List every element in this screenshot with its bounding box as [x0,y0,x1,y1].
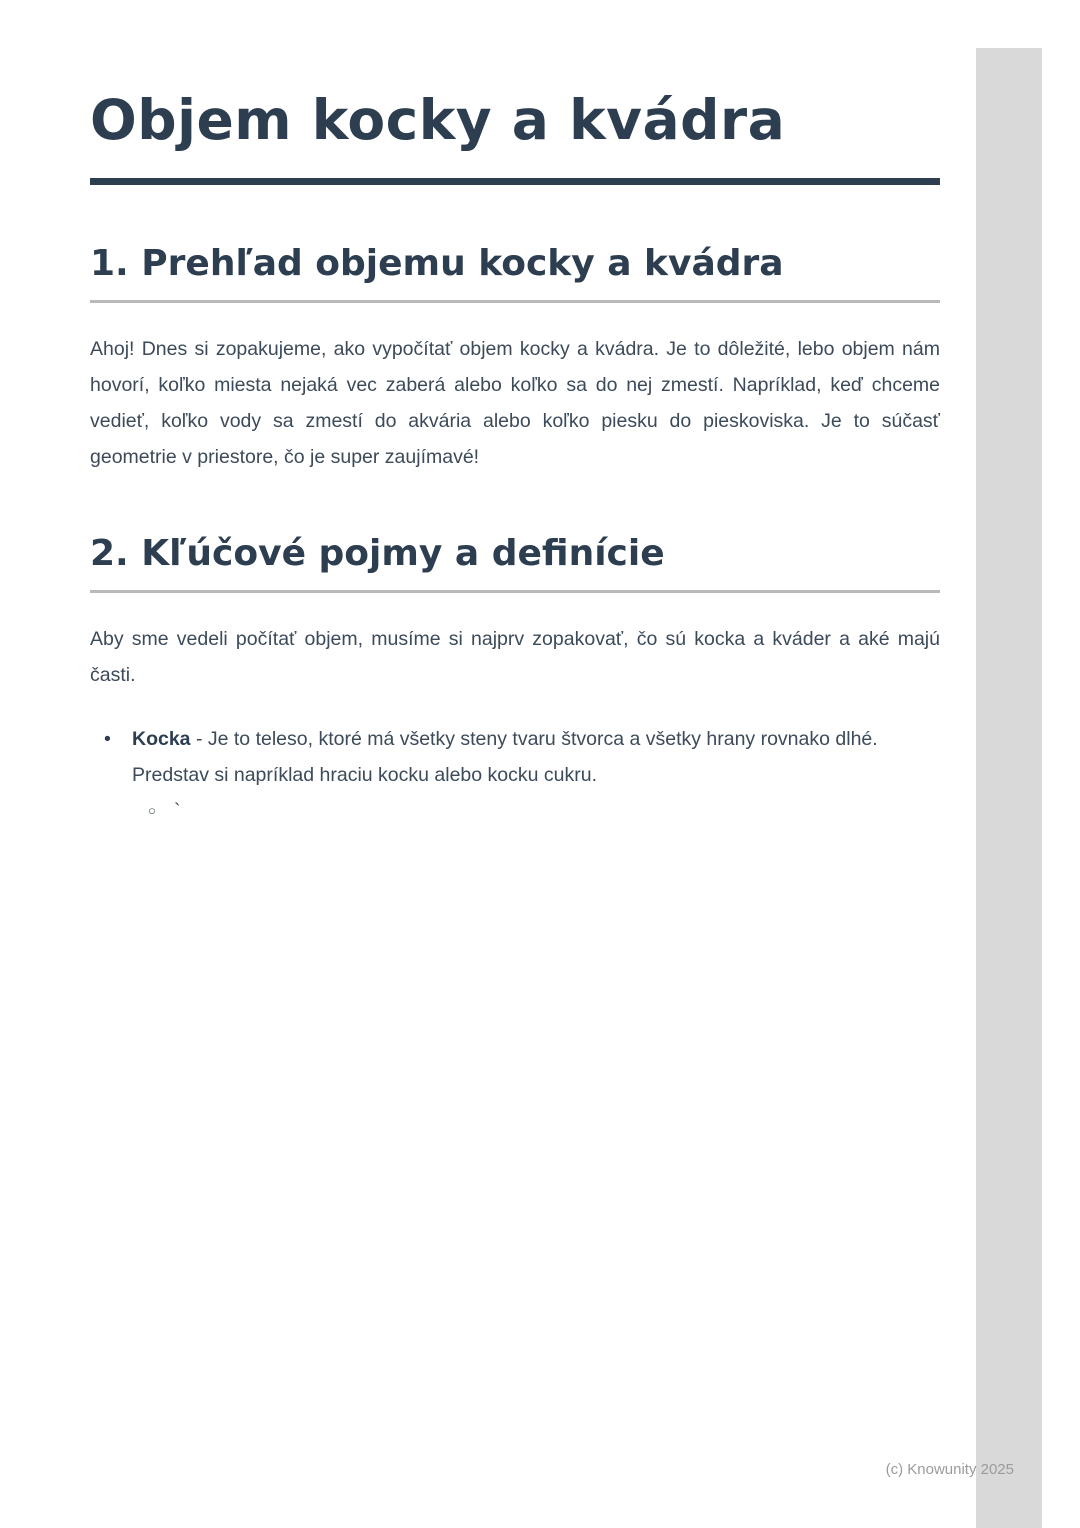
sub-list-item [90,795,940,827]
copyright-footer: (c) Knowunity 2025 [885,1461,1014,1478]
document-page [90,88,940,827]
section-1-paragraph: Ahoj! Dnes si zopakujeme, ako vypočítať objem kocky a kvádra. Je to dôležité, lebo objem nám hovorí, koľko miesta nejaká vec zaberá alebo koľko sa do nej zmestí. Napríklad, keď chceme vedieť, koľko vody sa zmestí do akvária alebo koľko piesku do pieskoviska. Je to súčasť geometrie v priestore, čo je super zaujímavé! [90,338,940,468]
sub-bullet-icon: ○ [148,803,156,818]
bullet-icon: • [104,728,111,750]
definition-separator: - [190,728,208,750]
definition-text: Je to teleso, ktoré má všetky steny tvaru štvorca a všetky hrany rovnako dlhé. Predstav si napríklad hraciu kocku alebo kocku cukru. [132,728,878,786]
list-item-text [132,721,940,793]
title-divider [90,178,940,185]
sub-list-item-text: ` [174,800,181,822]
definition-list [90,721,940,827]
section-1-heading: 1. Prehľad objemu kocky a kvádra [90,243,784,284]
list-item [90,721,940,793]
section-2-heading: 2. Kľúčové pojmy a definície [90,533,665,574]
page-title: Objem kocky a kvádra [90,88,786,152]
definition-term: Kocka [132,728,191,750]
section-1-divider [90,300,940,303]
page-edge-strip [976,48,1042,1528]
section-2-divider [90,590,940,593]
section-2-paragraph: Aby sme vedeli počítať objem, musíme si najprv zopakovať, čo sú kocka a kváder a aké majú časti. [90,628,940,686]
